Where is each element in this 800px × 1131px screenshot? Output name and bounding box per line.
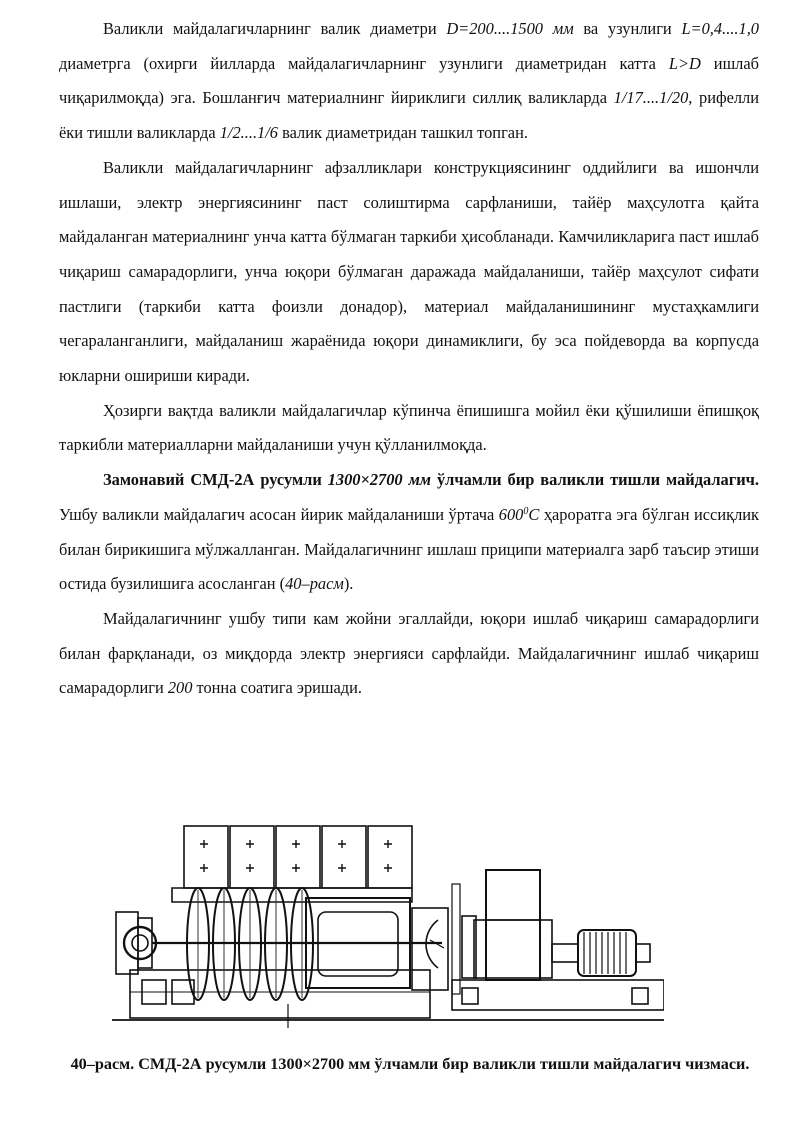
text: ўлчамли бир валикли тишли майдалагич. [431, 470, 759, 490]
paragraph-current-use: Ҳозирги вақтда валикли майдалагичлар кўпинча ёпишишга мойил ёки қўшилиши ёпишқоқ таркибли материалларни майдаланиши учун қўлланилмоқда. [59, 400, 759, 455]
text: ва узунлиги [573, 19, 682, 38]
paragraph-smd-2a [59, 463, 759, 602]
text: ҳароратга эга бўлган иссиқлик билан бирикишига мўлжалланган. Майдалагичнинг ишлаш приципи материалга зарб таъсир этиши остида бузилишига асосланган ( [59, 504, 759, 594]
text: ). [343, 574, 354, 594]
document-body [59, 12, 759, 706]
figure-caption: 40–расм. СМД-2А русумли 1300×2700 мм ўлчамли бир валикли тишли майдалагич чизмаси. [70, 1055, 750, 1073]
text: 1/2....1/6 [219, 123, 278, 143]
text: 200 [167, 678, 193, 698]
text: L>D [668, 53, 701, 73]
text: диаметрга (охирги йилларда майдалагичларнинг узунлиги диаметридан катта [59, 53, 669, 73]
text: , рифелли ёки тишли валикларда [59, 88, 759, 143]
paragraph-productivity [59, 602, 759, 706]
text: 0 [523, 505, 529, 517]
paragraph-roll-dimensions [59, 12, 759, 151]
text: Валикли майдалагичларнинг валик диаметри [103, 19, 447, 38]
text: валик диаметридан ташкил топган. [278, 123, 528, 143]
paragraph-advantages: Валикли майдалагичларнинг афзалликлари конструкциясининг оддийлиги ва ишончли ишлаши, электр энергиясининг паст солиштирма сарфланиши, тайёр маҳсулотга қайта майдаланган материалнинг унча катта бўлмаган таркиби ҳисобланади. Камчиликларига паст ишлаб чиқариш самарадорлиги, унча юқори бўлмаган даражада майдаланиши, тайёр маҳсулот сифати пастлиги (таркиби катта фоизли донадор), материал майдаланишининг мустаҳкамлиги чегараланганлиги, майдаланиш жараёнида юқори динамиклиги, бу эса пойдеворда ва корпусда юкларни ошириши киради. [59, 157, 759, 386]
text: C [528, 504, 540, 524]
crusher-drawing [112, 820, 664, 1030]
text: D=200....1500 мм [446, 19, 574, 38]
text: Замонавий СМД-2А русумли [103, 470, 328, 490]
text: 1/17....1/20 [613, 88, 689, 108]
text: 1300×2700 мм [327, 470, 432, 490]
text: ишлаб чиқарилмоқда) эга. Бошланғич материалнинг йириклиги силлиқ валикларда [59, 53, 759, 108]
text: 600 [498, 504, 524, 524]
text: тонна соатига эришади. [192, 678, 363, 698]
text: 40–расм [285, 574, 344, 594]
text: Майдалагичнинг ушбу типи кам жойни эгаллайди, юқори ишлаб чиқариш самарадорлиги билан фарқланади, оз миқдорда электр энергияси сарфлайди. Майдалагичнинг ишлаб чиқариш самарадорлиги [59, 608, 759, 698]
text: L=0,4....1,0 [681, 19, 759, 38]
text: Ушбу валикли майдалагич асосан йирик майдаланиши ўртача [59, 504, 499, 524]
